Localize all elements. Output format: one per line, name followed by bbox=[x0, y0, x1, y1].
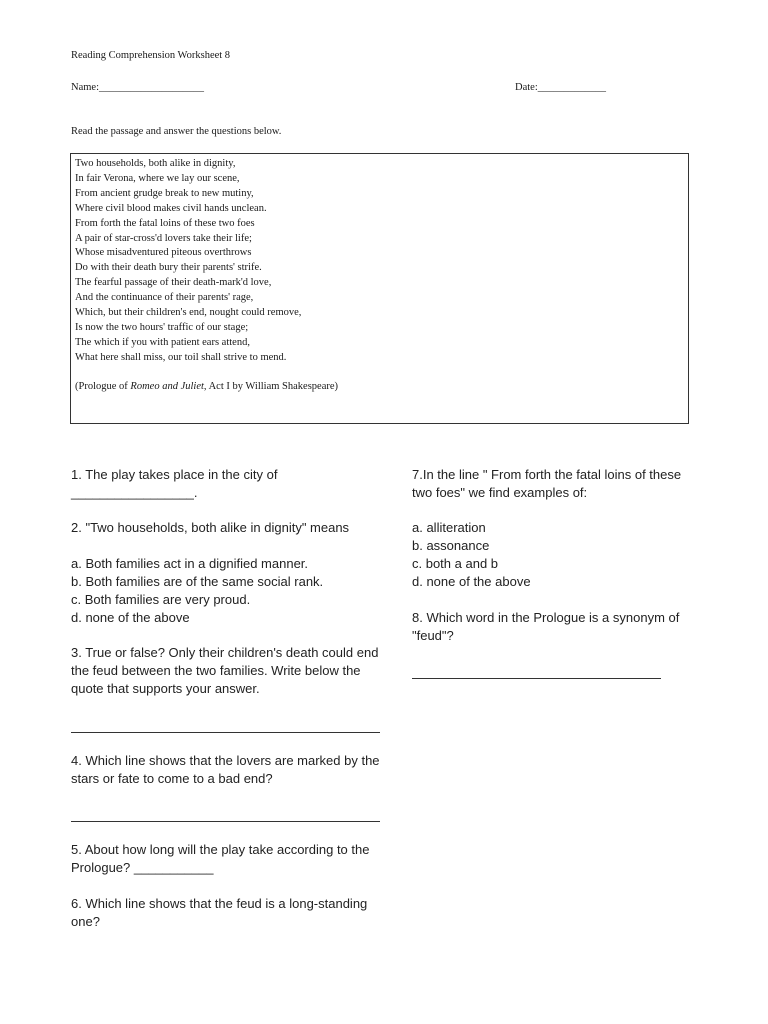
question-8-text: 8. Which word in the Prologue is a synonym of "feud"? bbox=[412, 610, 680, 643]
passage-line: Where civil blood makes civil hands unclean. bbox=[75, 202, 267, 214]
passage-citation bbox=[75, 380, 345, 395]
question-4-text: 4. Which line shows that the lovers are marked by the stars or fate to come to a bad end? bbox=[71, 753, 380, 786]
answer-line-3[interactable] bbox=[71, 732, 380, 733]
question-5-text: 5. About how long will the play take according to the Prologue? bbox=[71, 842, 370, 875]
passage-line: The which if you with patient ears attend, bbox=[75, 336, 250, 348]
question-7-option-b: b. assonance bbox=[412, 538, 490, 553]
question-6-text: 6. Which line shows that the feud is a long-standing one? bbox=[71, 896, 368, 929]
passage-box bbox=[70, 153, 689, 424]
worksheet-title: Reading Comprehension Worksheet 8 bbox=[71, 50, 231, 61]
passage-line: What here shall miss, our toil shall strive to mend. bbox=[75, 351, 287, 363]
citation-title: Romeo and Juliet bbox=[130, 380, 204, 392]
passage-line: And the continuance of their parents' rage, bbox=[75, 292, 254, 304]
passage-line: In fair Verona, where we lay our scene, bbox=[75, 172, 240, 184]
question-3-text: 3. True or false? Only their children's death could end the feud between the two families. Write below the quote that supports your answer. bbox=[71, 645, 379, 696]
instructions: Read the passage and answer the questions below. bbox=[71, 126, 282, 137]
answer-line-8[interactable] bbox=[412, 678, 661, 679]
question-1 bbox=[71, 466, 401, 502]
passage-line: Two households, both alike in dignity, bbox=[75, 158, 236, 169]
question-1-text: 1. The play takes place in the city of bbox=[71, 467, 278, 482]
passage-line: Whose misadventured piteous overthrows bbox=[75, 247, 252, 259]
question-7-text: 7.In the line " From forth the fatal loins of these two foes" we find examples of: bbox=[412, 467, 682, 500]
question-7-option-a: a. alliteration bbox=[412, 520, 486, 535]
passage-line: Which, but their children's end, nought could remove, bbox=[75, 307, 302, 319]
question-2-option-c: c. Both families are very proud. bbox=[71, 592, 251, 607]
passage-line: The fearful passage of their death-mark'd love, bbox=[75, 277, 272, 289]
question-2 bbox=[71, 519, 401, 627]
question-2-option-d: d. none of the above bbox=[71, 610, 190, 625]
passage-line: Do with their death bury their parents' strife. bbox=[75, 262, 262, 274]
citation-suffix: , Act I by William Shakespeare) bbox=[203, 380, 339, 392]
answer-line-4[interactable] bbox=[71, 821, 380, 822]
question-2-text: 2. "Two households, both alike in dignity" means bbox=[71, 520, 350, 535]
name-field-label: Name:____________________ bbox=[71, 82, 204, 93]
passage-line: Is now the two hours' traffic of our stage; bbox=[75, 321, 249, 333]
citation-prefix: (Prologue of bbox=[75, 380, 131, 392]
question-2-option-b: b. Both families are of the same social rank. bbox=[71, 574, 324, 589]
question-5 bbox=[71, 841, 396, 877]
passage-line: From forth the fatal loins of these two foes bbox=[75, 217, 255, 229]
passage-line: A pair of star-cross'd lovers take their life; bbox=[75, 232, 252, 244]
question-2-option-a: a. Both families act in a dignified manner. bbox=[71, 556, 309, 571]
question-7-option-c: c. both a and b bbox=[412, 556, 499, 571]
date-field-label: Date:_____________ bbox=[515, 82, 606, 93]
question-1-blank: _________________. bbox=[71, 485, 198, 500]
passage-line: From ancient grudge break to new mutiny, bbox=[75, 187, 254, 199]
question-7-options bbox=[412, 519, 702, 591]
question-5-blank: ___________ bbox=[133, 860, 214, 875]
question-7-option-d: d. none of the above bbox=[412, 574, 531, 589]
